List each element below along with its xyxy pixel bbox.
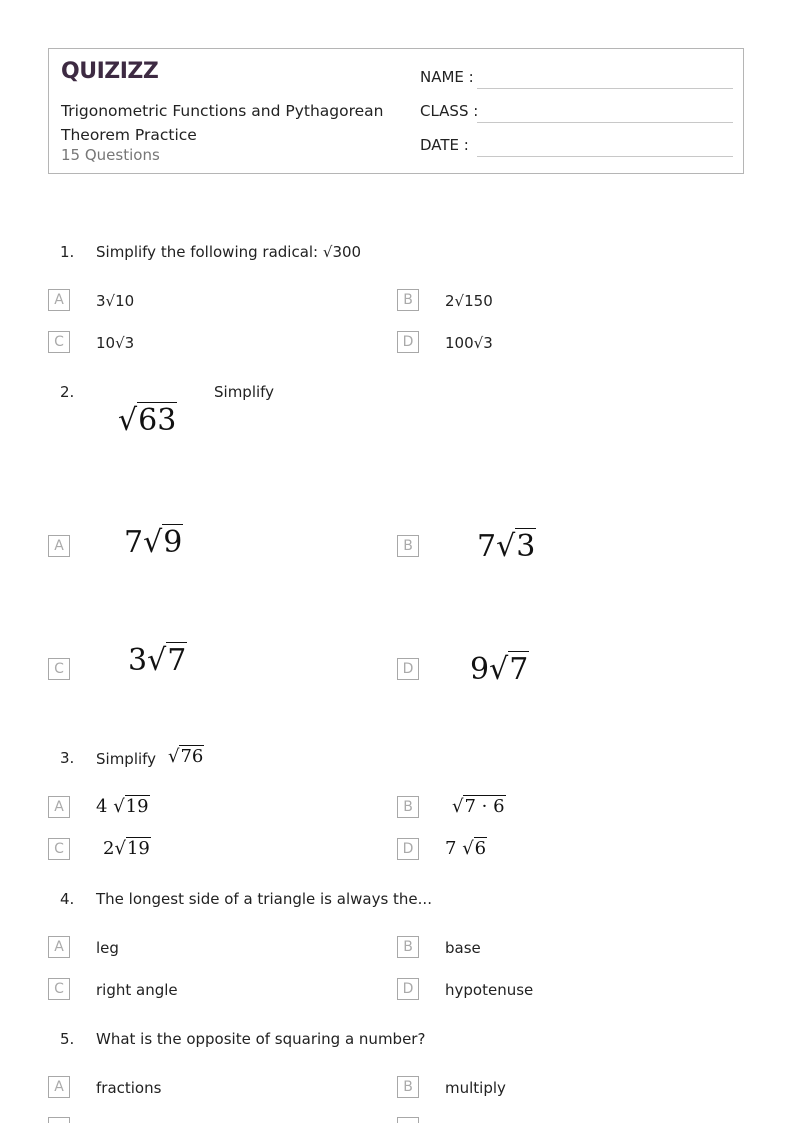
question-count: 15 Questions (61, 146, 160, 164)
q4-option-d-letter[interactable]: D (397, 978, 419, 1000)
q2-option-b-coef: 7 (477, 529, 497, 564)
q3-question-math (168, 746, 204, 767)
radical-sign-icon: √ (489, 652, 509, 687)
worksheet-title: Trigonometric Functions and Pythagorean Theorem Practice (61, 102, 384, 144)
q5-option-a-letter[interactable]: A (48, 1076, 70, 1098)
radical-sign-icon: √ (143, 525, 163, 560)
q2-option-c-coef: 3 (128, 643, 148, 678)
class-field[interactable] (420, 102, 733, 124)
q2-option-b-math[interactable] (477, 529, 536, 564)
question-1-number: 1. (60, 243, 75, 261)
q2-option-b-radicand: 3 (516, 529, 536, 564)
q4-option-a-letter[interactable]: A (48, 936, 70, 958)
q4-option-b-letter[interactable]: B (397, 936, 419, 958)
quizizz-logo: QUIZIZZ (61, 59, 159, 84)
q3-option-d-coef: 7 (445, 838, 457, 859)
question-3-text: Simplify (96, 750, 157, 768)
question-3-number: 3. (60, 749, 75, 767)
q5-option-c-letter-partial[interactable] (48, 1117, 70, 1123)
q2-option-d-math[interactable] (470, 652, 529, 687)
q3-option-b-radicand: 7 · 6 (464, 796, 505, 817)
q2-radicand: 63 (138, 403, 177, 438)
q1-option-c-letter[interactable]: C (48, 331, 70, 353)
q1-option-a-letter[interactable]: A (48, 289, 70, 311)
radical-sign-icon: √ (147, 643, 167, 678)
q2-option-d-radicand: 7 (509, 652, 529, 687)
q2-option-a-letter[interactable]: A (48, 535, 70, 557)
class-label: CLASS : (420, 102, 479, 120)
q3-option-c-coef: 2 (103, 838, 115, 859)
radical-sign-icon: √ (462, 838, 474, 859)
q5-option-a-text[interactable]: fractions (96, 1079, 162, 1097)
q1-option-d-text[interactable]: 100√3 (445, 334, 493, 352)
q4-option-c-text[interactable]: right angle (96, 981, 178, 999)
q2-image-math (118, 403, 177, 438)
question-5-text: What is the opposite of squaring a number? (96, 1030, 426, 1048)
question-4-number: 4. (60, 890, 75, 908)
q3-radicand: 76 (180, 746, 204, 767)
q2-option-b-letter[interactable]: B (397, 535, 419, 557)
date-field[interactable] (420, 136, 733, 158)
q3-option-b-letter[interactable]: B (397, 796, 419, 818)
q1-option-b-letter[interactable]: B (397, 289, 419, 311)
radical-sign-icon: √ (114, 838, 126, 859)
q2-option-d-coef: 9 (470, 652, 490, 687)
q3-option-b-math[interactable] (452, 796, 506, 817)
question-1-text: Simplify the following radical: √300 (96, 243, 362, 261)
q5-option-b-letter[interactable]: B (397, 1076, 419, 1098)
radical-sign-icon: √ (113, 796, 125, 817)
q2-option-a-math[interactable] (124, 525, 183, 560)
q5-option-d-letter-partial[interactable] (397, 1117, 419, 1123)
q2-option-c-radicand: 7 (167, 643, 187, 678)
question-4-text: The longest side of a triangle is always the... (96, 890, 432, 908)
q2-option-d-letter[interactable]: D (397, 658, 419, 680)
q3-option-a-math[interactable] (96, 796, 150, 817)
q4-option-a-text[interactable]: leg (96, 939, 119, 957)
name-label: NAME : (420, 68, 474, 86)
q1-option-c-text[interactable]: 10√3 (96, 334, 135, 352)
q2-option-a-radicand: 9 (163, 525, 183, 560)
q4-option-c-letter[interactable]: C (48, 978, 70, 1000)
question-2-text: Simplify (214, 383, 275, 401)
q3-option-a-letter[interactable]: A (48, 796, 70, 818)
q3-option-d-math[interactable] (445, 838, 487, 859)
q3-option-c-math[interactable] (103, 838, 151, 859)
name-field[interactable] (420, 68, 733, 90)
q5-option-b-text[interactable]: multiply (445, 1079, 506, 1097)
radical-sign-icon: √ (168, 746, 180, 767)
q3-option-c-letter[interactable]: C (48, 838, 70, 860)
radical-sign-icon: √ (118, 403, 138, 438)
q3-option-a-radicand: 19 (125, 796, 149, 817)
q1-option-a-text[interactable]: 3√10 (96, 292, 135, 310)
q3-option-a-coef: 4 (96, 796, 108, 817)
q2-option-a-coef: 7 (124, 525, 144, 560)
class-line[interactable] (477, 122, 733, 123)
question-2-number: 2. (60, 383, 75, 401)
radical-sign-icon: √ (496, 529, 516, 564)
q1-option-d-letter[interactable]: D (397, 331, 419, 353)
q4-option-d-text[interactable]: hypotenuse (445, 981, 534, 999)
q2-option-c-letter[interactable]: C (48, 658, 70, 680)
q3-option-c-radicand: 19 (126, 838, 150, 859)
date-label: DATE : (420, 136, 469, 154)
date-line[interactable] (477, 156, 733, 157)
radical-sign-icon: √ (452, 796, 464, 817)
name-line[interactable] (477, 88, 733, 89)
q3-option-d-letter[interactable]: D (397, 838, 419, 860)
worksheet-header (48, 48, 744, 174)
q4-option-b-text[interactable]: base (445, 939, 481, 957)
question-5-number: 5. (60, 1030, 75, 1048)
q2-option-c-math[interactable] (128, 643, 187, 678)
q3-option-d-radicand: 6 (474, 838, 487, 859)
q1-option-b-text[interactable]: 2√150 (445, 292, 493, 310)
